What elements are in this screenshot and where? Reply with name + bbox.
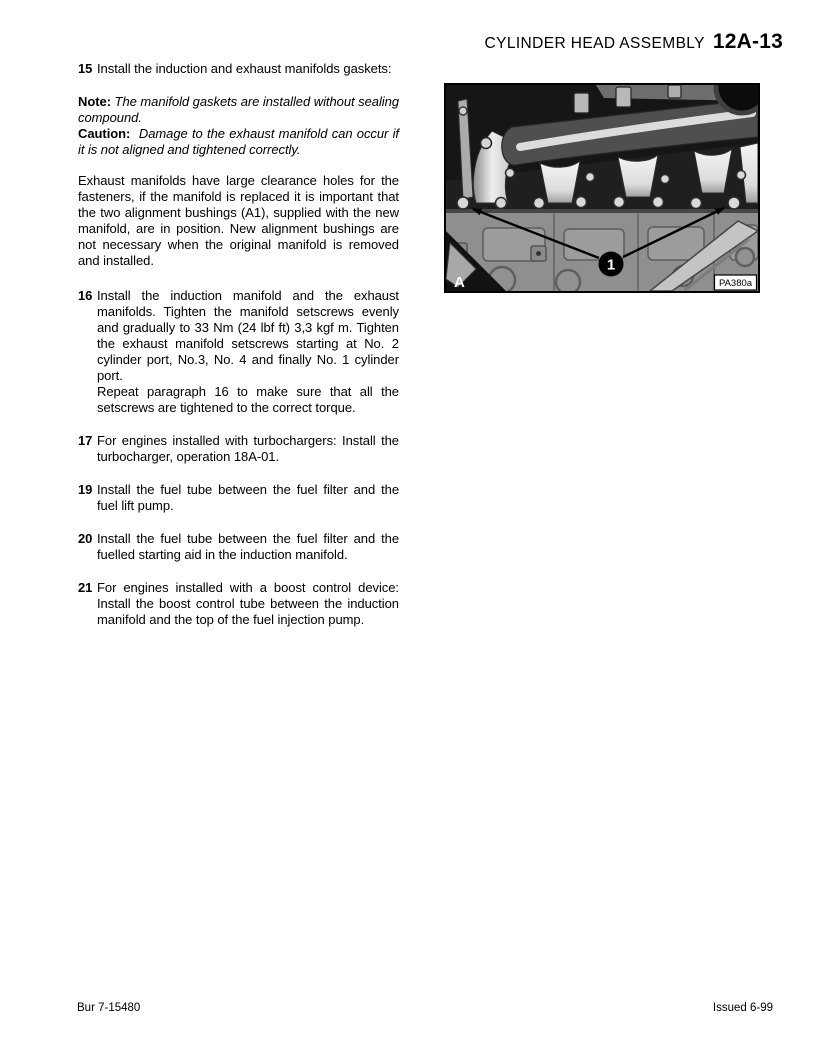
- step-text: Install the fuel tube between the fuel filter and the fuel lift pump.: [97, 482, 399, 513]
- step-20: [78, 531, 399, 563]
- note-text: The manifold gaskets are installed without sealing compound.: [78, 94, 399, 125]
- step-19: [78, 482, 399, 514]
- photo-ref-box: [715, 275, 757, 290]
- note-label: Note:: [78, 94, 111, 109]
- step-17: [78, 433, 399, 465]
- step-number: 19: [78, 482, 93, 497]
- photo-ref-label: PA380a: [718, 278, 753, 289]
- step-21: [78, 580, 399, 628]
- instructions-column: [78, 61, 399, 628]
- figure-corner-label: A: [454, 274, 465, 291]
- step-number: 16: [78, 288, 93, 303]
- caution-label: Caution:: [78, 126, 131, 141]
- step-15: [78, 61, 399, 77]
- step-text: Install the fuel tube between the fuel filter and the fuelled starting aid in the induction manifold.: [97, 531, 399, 562]
- step-text: Install the induction manifold and the exhaust manifolds. Tighten the manifold setscrews evenly and gradually to 33 Nm (24 lbf ft) 3,3 kgf m. Tighten the exhaust manifold setscrews starting at No. 2 cylinder port, No.3, No. 4 and finally No. 1 cylinder port.: [97, 288, 399, 383]
- step-number: 15: [78, 61, 93, 76]
- caution-text: Damage to the exhaust manifold can occur if it is not aligned and tightened correctly.: [78, 126, 399, 157]
- callout-1-label: 1: [606, 256, 616, 274]
- footer-publication-code: Bur 7-15480: [77, 1002, 141, 1014]
- step-text: For engines installed with turbochargers: Install the turbocharger, operation 18A-01.: [97, 433, 399, 464]
- engine-photo: [446, 85, 758, 291]
- step-text: Install the induction and exhaust manifolds gaskets:: [97, 61, 392, 76]
- footer-issue-date: Issued 6-99: [712, 1002, 773, 1014]
- page-header: [485, 30, 784, 54]
- figure-exhaust-manifold: [444, 83, 760, 293]
- step-number: 21: [78, 580, 93, 595]
- step-number: 17: [78, 433, 93, 448]
- step-body: [97, 288, 399, 416]
- body-paragraph: Exhaust manifolds have large clearance holes for the fasteners, if the manifold is replaced it is important that the two alignment bushings (A1), supplied with the new manifold, are in position. New alignment bushings are not necessary when the original manifold is removed and installed.: [78, 173, 399, 268]
- note-paragraph: [78, 94, 399, 126]
- section-title: CYLINDER HEAD ASSEMBLY: [484, 35, 705, 52]
- step-number: 20: [78, 531, 93, 546]
- page-number: 12A-13: [712, 30, 783, 53]
- callout-1-badge: [599, 252, 624, 277]
- step-text: For engines installed with a boost control device: Install the boost control tube between the induction manifold and the top of the fuel injection pump.: [97, 580, 399, 627]
- step-16: [78, 288, 399, 416]
- caution-paragraph: [78, 126, 399, 158]
- step-text-continued: Repeat paragraph 16 to make sure that all the setscrews are tightened to the correct torque.: [97, 384, 399, 415]
